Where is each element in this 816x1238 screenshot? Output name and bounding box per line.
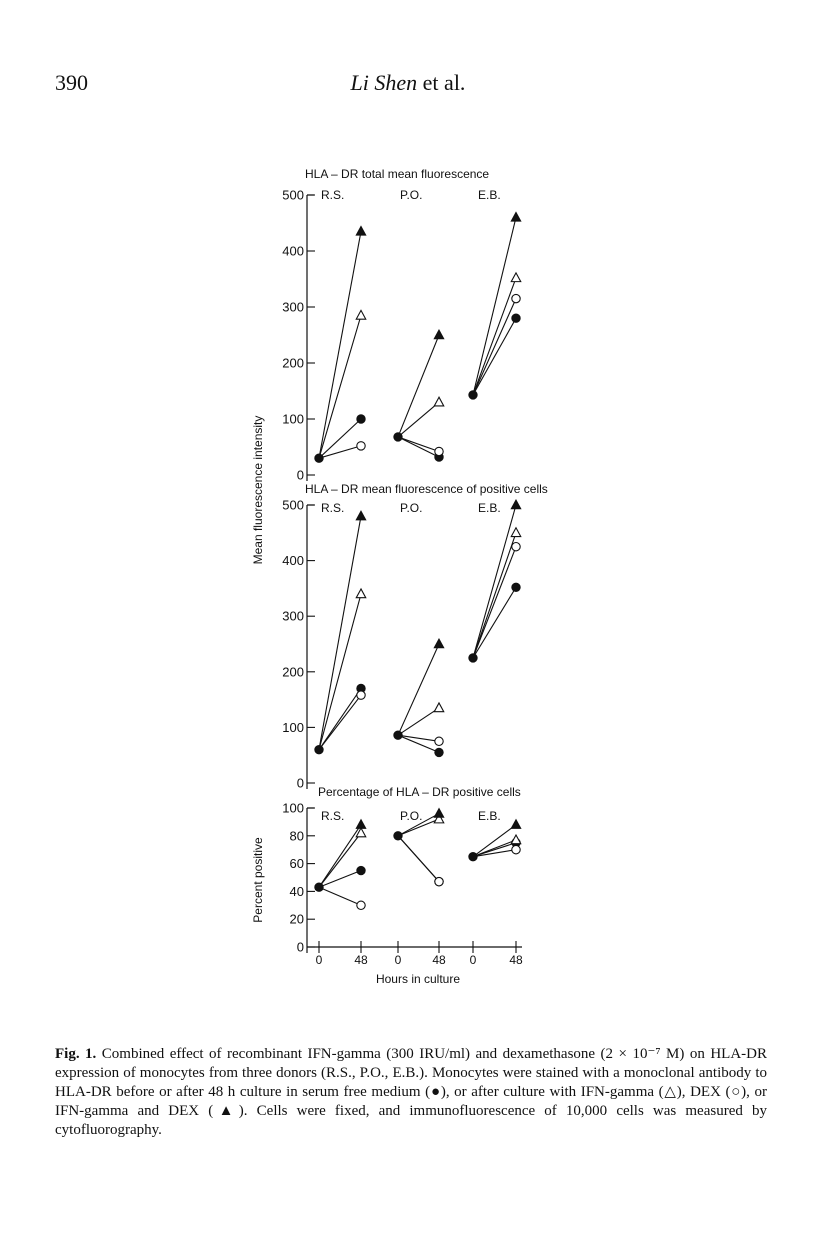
panel-3-group-3-line-2: [473, 840, 516, 857]
panel-2-y-tick-label-2: 200: [282, 664, 304, 680]
panel-1-group-1-start-point: [315, 454, 323, 462]
panel-1-y-tick-label-5: 500: [282, 187, 304, 203]
panel-3-group-2-end-point-4: [434, 809, 444, 818]
panel-1-group-2-line-1: [398, 437, 439, 457]
panel-3-group-2-start-point: [394, 832, 402, 840]
panel-1-group-1-end-point-4: [356, 226, 366, 235]
y-axis-label-percent: Percent positive: [251, 837, 265, 923]
panel-2-group-3-end-point-1: [512, 583, 520, 591]
panel-3-y-tick-label-0: 0: [296, 939, 304, 955]
x-axis: [307, 941, 523, 967]
panel-1-group-2-line-3: [398, 437, 439, 452]
panel-1-group-3-line-2: [473, 278, 516, 395]
panel-1-group-3-end-point-3: [512, 294, 520, 302]
x-tick-label-2: 0: [394, 953, 402, 967]
panel-3-group-3-line-3: [473, 850, 516, 857]
panel-3-y-tick-label-5: 100: [282, 800, 304, 816]
panel-3-group-3-line-4: [473, 825, 516, 857]
panel-3-group-label-1: R.S.: [321, 809, 345, 823]
panel-2-group-1-end-point-4: [356, 511, 366, 520]
panel-3-group-3-start-point: [469, 852, 477, 860]
panel-3-group-2-end-point-3: [435, 877, 443, 885]
panel-2-group-1-end-point-3: [357, 691, 365, 699]
panel-3-y-tick-label-2: 40: [289, 883, 304, 899]
panel-3-group-1-line-4: [319, 825, 361, 888]
caption-text: Combined effect of recombinant IFN-gamma (300 IRU/ml) and dexamethasone (2 × 10⁻⁷ M) on HLA-DR expression of monocytes from three donors (R.S., P.O., E.B.). Monocytes were stained with a monoclonal antibody to HLA-DR before or after 48 h culture in serum free medium (●), or after culture with IFN-gamma (△), DEX (○), or IFN-gamma and DEX (▲). Cells were fixed, and immunofluorescence of 10,000 cells was measured by cytofluorography.: [55, 1046, 767, 1138]
panel-3-group-1-line-3: [319, 887, 361, 905]
panel-3-group-1-end-point-4: [356, 820, 366, 829]
panel-1-group-label-3: E.B.: [478, 188, 501, 202]
panel-1-group-3-line-4: [473, 217, 516, 395]
caption-label: Fig. 1.: [55, 1046, 97, 1062]
x-tick-label-1: 48: [354, 953, 368, 967]
panel-2-title: HLA – DR mean fluorescence of positive cells: [305, 482, 548, 496]
panel-3-group-3-end-point-4: [511, 820, 521, 829]
panel-2-group-1-line-2: [319, 594, 361, 750]
page-number: 390: [55, 70, 88, 95]
panel-2-y-tick-label-3: 300: [282, 608, 304, 624]
panel-3-group-1-end-point-1: [357, 866, 365, 874]
panel-2-y-tick-label-4: 400: [282, 553, 304, 569]
panel-1-group-3-end-point-4: [511, 212, 521, 221]
panel-3-group-2-line-3: [398, 836, 439, 882]
panel-1-group-3-end-point-1: [512, 314, 520, 322]
panel-1-group-2-start-point: [394, 433, 402, 441]
panel-2-group-1-end-point-2: [356, 589, 366, 598]
panel-2-group-3-start-point: [469, 654, 477, 662]
panel-2-y-tick-label-5: 500: [282, 497, 304, 513]
panel-2-group-3-line-3: [473, 547, 516, 658]
panel-2-y-tick-label-0: 0: [296, 775, 304, 791]
panel-1-group-1-end-point-3: [357, 442, 365, 450]
panel-1: [282, 167, 520, 483]
panel-3-group-1-start-point: [315, 883, 323, 891]
panel-1-group-1-line-2: [319, 315, 361, 458]
panel-1-y-tick-label-2: 200: [282, 355, 304, 371]
panel-2-group-2-start-point: [394, 731, 402, 739]
panel-2-group-3-end-point-4: [511, 500, 521, 509]
panel-3-y-tick-label-3: 60: [289, 856, 304, 872]
panel-1-group-2-end-point-2: [434, 397, 444, 406]
panel-1-y-tick-label-0: 0: [296, 467, 304, 483]
panel-2-group-label-2: P.O.: [400, 501, 423, 515]
x-tick-label-5: 48: [509, 953, 523, 967]
panel-2-group-3-end-point-2: [511, 528, 521, 537]
running-head-authors: Li Shen: [350, 70, 418, 95]
y-axis-label-fluorescence: Mean fluorescence intensity: [251, 415, 265, 565]
panel-3-y-tick-label-1: 20: [289, 911, 304, 927]
panel-1-group-1-end-point-2: [356, 310, 366, 319]
panel-3-group-3-end-point-2: [511, 835, 521, 844]
panel-2-y-tick-label-1: 100: [282, 719, 304, 735]
panel-2-group-3-end-point-3: [512, 543, 520, 551]
panel-3-group-label-3: E.B.: [478, 809, 501, 823]
panel-2-group-2-end-point-1: [435, 748, 443, 756]
panel-3-title: Percentage of HLA – DR positive cells: [318, 785, 521, 799]
panel-2-group-1-line-4: [319, 516, 361, 750]
panel-1-group-3-line-3: [473, 299, 516, 395]
panels: [282, 167, 548, 955]
panel-3: [282, 785, 520, 955]
panel-2-group-1-line-1: [319, 688, 361, 749]
panel-1-group-2-line-2: [398, 402, 439, 437]
panel-1-group-3-start-point: [469, 391, 477, 399]
panel-3-y-tick-label-4: 80: [289, 828, 304, 844]
panel-1-group-3-line-1: [473, 318, 516, 395]
panel-2: [282, 482, 548, 791]
panel-2-group-3-line-2: [473, 533, 516, 658]
panel-1-group-1-end-point-1: [357, 415, 365, 423]
panel-3-group-3-end-point-3: [512, 846, 520, 854]
panel-1-y-tick-label-3: 300: [282, 299, 304, 315]
panel-1-y-tick-label-4: 400: [282, 243, 304, 259]
panel-2-group-2-end-point-4: [434, 639, 444, 648]
panel-1-title: HLA – DR total mean fluorescence: [305, 167, 490, 181]
panel-2-group-label-3: E.B.: [478, 501, 501, 515]
panel-3-group-label-2: P.O.: [400, 809, 423, 823]
panel-1-group-3-end-point-2: [511, 273, 521, 282]
panel-2-group-1-start-point: [315, 745, 323, 753]
panel-3-group-1-end-point-3: [357, 901, 365, 909]
panel-2-group-3-line-4: [473, 505, 516, 658]
panel-1-group-2-end-point-4: [434, 330, 444, 339]
running-head-suffix: et al.: [417, 70, 466, 95]
panel-2-group-label-1: R.S.: [321, 501, 345, 515]
panel-2-group-2-end-point-2: [434, 703, 444, 712]
panel-2-group-1-line-3: [319, 695, 361, 749]
panel-1-y-tick-label-1: 100: [282, 411, 304, 427]
panel-1-group-2-line-4: [398, 335, 439, 437]
x-tick-label-4: 0: [469, 953, 477, 967]
figure-caption: [55, 1045, 767, 1140]
panel-1-group-2-end-point-3: [435, 447, 443, 455]
panel-1-group-label-2: P.O.: [400, 188, 423, 202]
panel-2-group-2-end-point-3: [435, 737, 443, 745]
x-tick-label-3: 48: [432, 953, 446, 967]
panel-2-group-3-line-1: [473, 587, 516, 658]
x-axis-label: Hours in culture: [375, 972, 461, 986]
x-tick-label-0: 0: [315, 953, 323, 967]
panel-1-group-label-1: R.S.: [321, 188, 345, 202]
